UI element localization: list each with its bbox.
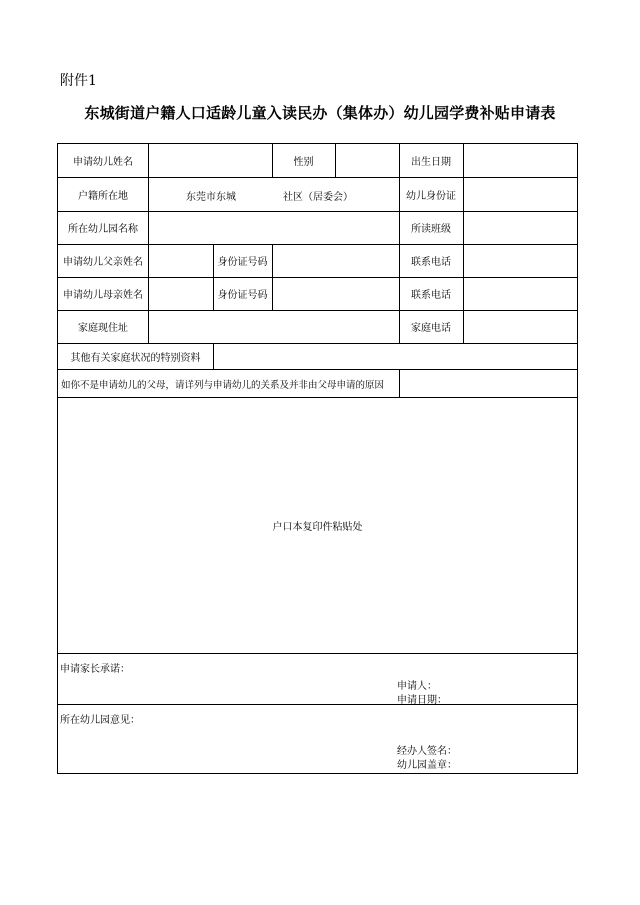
household-registration-label: 户籍所在地 — [78, 190, 128, 202]
birth-date-label: 出生日期 — [411, 157, 451, 168]
kindergarten-seal-label: 幼儿园盖章： — [397, 760, 457, 771]
mother-phone-label: 联系电话 — [411, 290, 451, 301]
non-parent-note: 如你不是申请幼儿的父母，请详列与申请幼儿的关系及并非由父母申请的原因 — [61, 380, 385, 391]
community-text: 社区（居委会） — [283, 192, 353, 203]
col-divider — [335, 144, 336, 177]
child-id-label: 幼儿身份证 — [406, 190, 456, 202]
row-divider — [58, 653, 577, 654]
application-form-table — [57, 143, 578, 774]
mother-name-label: 申请幼儿母亲姓名 — [63, 290, 143, 301]
row-divider — [58, 369, 577, 370]
father-name-label: 申请幼儿父亲姓名 — [63, 257, 143, 268]
household-city-text: 东莞市东城 — [186, 192, 236, 203]
mother-id-label: 身份证号码 — [217, 290, 268, 301]
col-divider — [148, 144, 149, 343]
class-label: 所读班级 — [411, 224, 451, 235]
home-address-label: 家庭现住址 — [78, 323, 128, 334]
child-name-label: 申请幼儿姓名 — [73, 157, 133, 168]
row-divider — [58, 704, 577, 705]
father-id-label: 身份证号码 — [217, 257, 268, 268]
col-divider — [399, 369, 400, 397]
kindergarten-name-label: 所在幼儿园名称 — [68, 224, 138, 235]
handler-signature-label: 经办人签名： — [397, 746, 457, 757]
kindergarten-opinion-label: 所在幼儿园意见： — [60, 715, 140, 726]
col-divider — [463, 144, 464, 343]
applicant-label: 申请人： — [397, 681, 437, 692]
col-divider — [272, 244, 273, 310]
home-phone-label: 家庭电话 — [411, 323, 451, 334]
special-info-label: 其他有关家庭状况的特别资料 — [70, 352, 201, 364]
father-phone-label: 联系电话 — [411, 257, 451, 268]
form-title: 东城街道户籍人口适龄儿童入读民办（集体办）幼儿园学费补贴申请表 — [84, 104, 556, 122]
gender-label: 性别 — [293, 157, 314, 168]
hukou-copy-area-label: 户口本复印件粘贴处 — [272, 521, 363, 533]
apply-date-label: 申请日期： — [397, 695, 447, 706]
col-divider — [213, 343, 214, 369]
attachment-label: 附件1 — [60, 73, 97, 89]
parent-pledge-label: 申请家长承诺： — [60, 664, 130, 675]
